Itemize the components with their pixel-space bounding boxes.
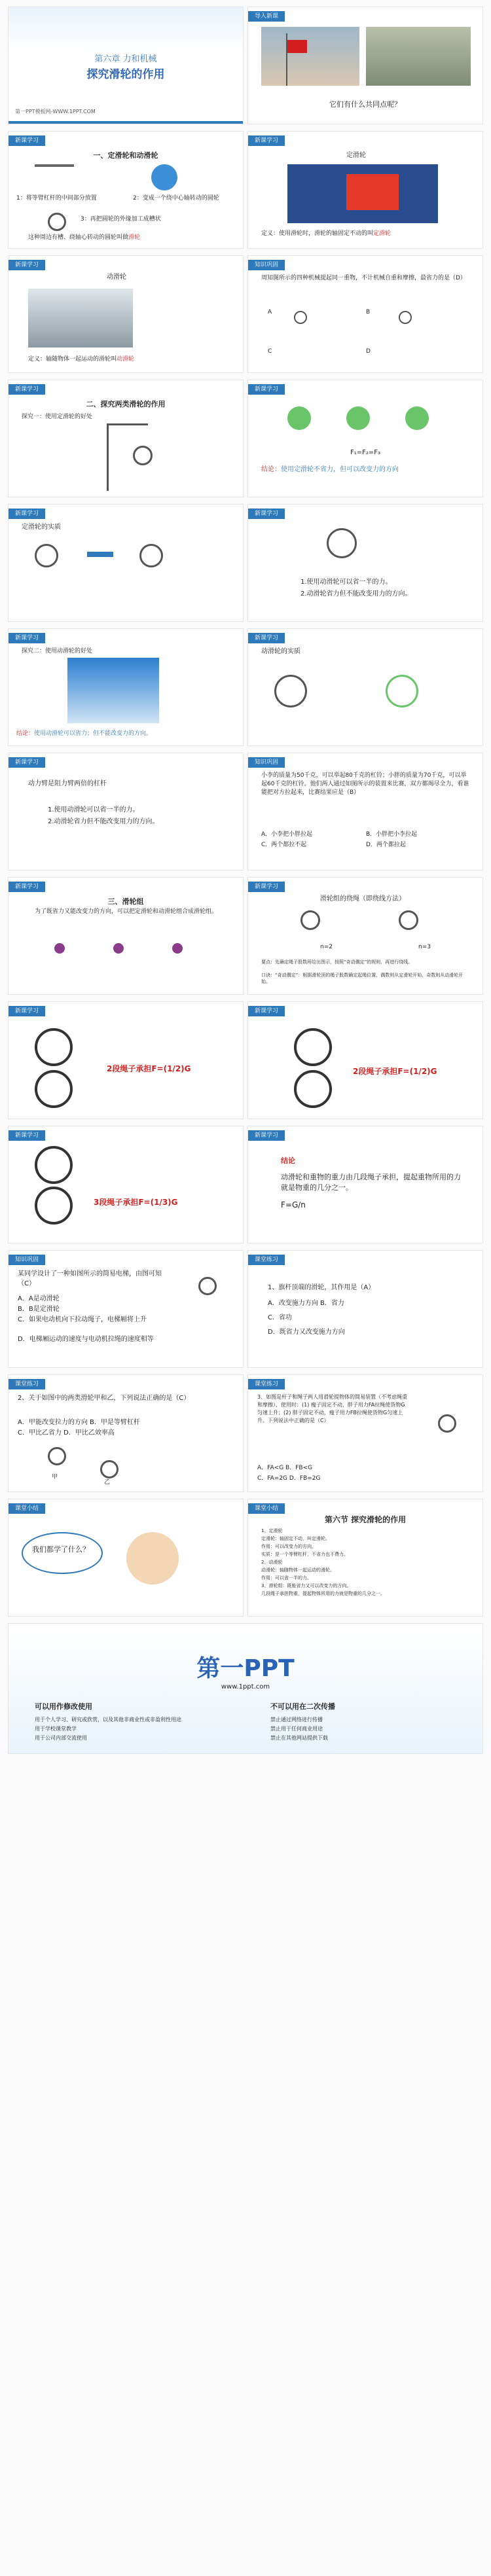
sum-6: 动滑轮：轴随物体一起运动的滑轮。 bbox=[261, 1567, 335, 1573]
note-1: 要点：先确定绳子股数所给出图示，按照“奇动偶定”的规则，再进行绕线。 bbox=[261, 959, 413, 965]
pulley-icon bbox=[35, 544, 58, 567]
opt-b: B．小胖把小李拉起 bbox=[366, 831, 418, 838]
slide-general-conclusion bbox=[247, 1126, 483, 1243]
slide-explore-2 bbox=[8, 628, 244, 746]
left-line-2: 用于学校课堂教学 bbox=[35, 1726, 77, 1732]
pulley-3-icon bbox=[172, 943, 183, 954]
right-line-1: 禁止通过网络进行传播 bbox=[270, 1717, 323, 1723]
step-1: 1：将等臂杠杆的中间部分放置 bbox=[16, 195, 97, 202]
arrow-icon bbox=[87, 552, 113, 557]
line-1: 1.使用动滑轮可以省一半的力。 bbox=[300, 579, 392, 586]
summary-title: 第六节 探究滑轮的作用 bbox=[324, 1515, 407, 1524]
slide-tag: 新课学习 bbox=[248, 509, 285, 519]
slide-summary bbox=[247, 1499, 483, 1617]
slide-movable-pulley bbox=[8, 255, 244, 373]
section-heading: 二、探究两类滑轮的作用 bbox=[86, 400, 166, 408]
slide-tag: 新课学习 bbox=[9, 1006, 45, 1016]
opt-a: A．小李把小胖拉起 bbox=[261, 831, 313, 838]
slide-tag: 课堂练习 bbox=[9, 1379, 45, 1389]
pulley-top-icon bbox=[35, 1028, 73, 1066]
slide-main-title: 探究滑轮的作用 bbox=[86, 68, 165, 81]
line-2: 2.动滑轮省力但不能改变用力的方向。 bbox=[300, 590, 412, 598]
slide-tag: 新课学习 bbox=[248, 384, 285, 395]
left-line-3: 用于公司内部交流使用 bbox=[35, 1735, 87, 1741]
sum-4: 实质：是一个等臂杠杆，不省力也不费力。 bbox=[261, 1552, 348, 1557]
slide-tag: 新课学习 bbox=[9, 509, 45, 519]
opt-a: A．A是动滑轮 bbox=[18, 1295, 60, 1302]
opt-ab: A．FA<G B．FB<G bbox=[257, 1465, 313, 1471]
slide-tag: 新课学习 bbox=[9, 384, 45, 395]
slide-tag: 新课学习 bbox=[9, 1130, 45, 1141]
slide-practice-1 bbox=[247, 1250, 483, 1368]
opt-d: D bbox=[366, 348, 371, 355]
step-3: 3：再把圆轮的外缘加工成槽状 bbox=[81, 216, 161, 223]
slide-movable-lines bbox=[247, 504, 483, 622]
slide-practice-3 bbox=[247, 1374, 483, 1492]
flag-icon bbox=[287, 40, 307, 53]
slide-tag: 课堂练习 bbox=[248, 1379, 285, 1389]
quiz-text: 某同学设计了一种如图所示的简易电梯，由图可知（C） bbox=[18, 1270, 162, 1287]
slide-quiz-2 bbox=[247, 753, 483, 870]
left-line-1: 用于个人学习、研究或欣赏，以及其他非商业性或非盈利性用途 bbox=[35, 1717, 181, 1723]
pulley-bottom-icon bbox=[35, 1070, 73, 1108]
slide-movable-essence bbox=[247, 628, 483, 746]
footer bbox=[8, 1623, 483, 1754]
quiz-text: 3、如图是杆子和绳子两人用滑轮提物体的简易装置（不考虑绳重和摩擦），使用时：(1) 瘦子固定不动，胖子用力FA拉绳使货物G匀速上升；(2) 胖子固定不动，瘦子用力FB拉绳使货物G匀速上升。下列说法中正确的是（C） bbox=[257, 1394, 408, 1423]
explore-sub: 探究二：使用动滑轮的好处 bbox=[22, 648, 93, 654]
pulley-bottom-icon bbox=[294, 1070, 332, 1108]
conclusion: 结论：使用动滑轮可以省力；但不能改变力的方向。 bbox=[16, 730, 153, 737]
slide-two-strands-a bbox=[8, 1001, 244, 1119]
pulley-right-icon bbox=[399, 910, 418, 930]
quiz-text: 1、旗杆顶端的滑轮，其作用是（A） bbox=[268, 1284, 375, 1291]
opt-d: D．两个都拉起 bbox=[366, 842, 406, 848]
slide-tag: 知识巩固 bbox=[9, 1255, 45, 1265]
slide-tag: 课堂练习 bbox=[248, 1255, 285, 1265]
slide-intro bbox=[247, 7, 483, 124]
opt-b: B bbox=[366, 309, 371, 315]
strand-label: 3段绳子承担F=(1/3)G bbox=[94, 1198, 178, 1207]
opt-c: C．如果电动机向下拉动绳子，电梯厢将上升 bbox=[18, 1316, 147, 1323]
footer-url: www.1ppt.com bbox=[221, 1683, 270, 1690]
line-2: 2.动滑轮省力但不能改变用力的方向。 bbox=[48, 818, 159, 825]
pulley-top-icon bbox=[35, 1146, 73, 1184]
section-heading: 一、定滑轮和动滑轮 bbox=[93, 151, 158, 160]
intro-question: 它们有什么共同点呢？ bbox=[329, 100, 401, 109]
essence-label: 动滑轮的实质 bbox=[261, 648, 300, 655]
pulley-left-icon bbox=[300, 910, 320, 930]
label-yi: 乙 bbox=[104, 1479, 111, 1486]
n-right: n=3 bbox=[418, 944, 431, 950]
slide-tag: 知识巩固 bbox=[248, 260, 285, 270]
slide-pulley-block bbox=[8, 877, 244, 995]
slide-bar bbox=[9, 121, 243, 124]
elevator-photo bbox=[28, 289, 133, 348]
footer-logo: 第一PPT bbox=[196, 1655, 295, 1682]
slide-fixed-essence bbox=[8, 504, 244, 622]
slide-tag: 新课学习 bbox=[9, 135, 45, 146]
title-bg bbox=[9, 7, 243, 53]
slide-tag: 新课学习 bbox=[9, 757, 45, 768]
wheel-1-icon bbox=[287, 406, 311, 430]
bubble-text: 我们都学了什么？ bbox=[32, 1545, 90, 1554]
slide-quiz-1 bbox=[247, 255, 483, 373]
line-1: 1.使用动滑轮可以省一半的力。 bbox=[48, 806, 139, 814]
slide-fixed-pulley bbox=[247, 131, 483, 249]
opt-b: B．B是定滑轮 bbox=[18, 1306, 60, 1313]
pulley-yi-icon bbox=[100, 1460, 118, 1478]
opt-c: C．两个都拉不起 bbox=[261, 842, 307, 848]
slide-title bbox=[8, 7, 244, 124]
slide-pulley-def bbox=[8, 131, 244, 249]
slide-tag: 新课学习 bbox=[248, 1130, 285, 1141]
pulley-bottom-icon bbox=[35, 1187, 73, 1225]
green-pulley-icon bbox=[386, 675, 418, 707]
quiz-text: 小李的质量为50千克，可以举起80千克的杠铃；小胖的质量为70千克，可以举起60千克的杠铃。他们两人通过如图所示的装置来比赛，双方都竭尽全力，看谁能把对方拉起来，比赛结果应是（B） bbox=[261, 772, 469, 796]
slide-tag: 新课学习 bbox=[248, 1006, 285, 1016]
fixed-def: 定义：使用滑轮时，滑轮的轴固定不动的叫定滑轮 bbox=[261, 230, 391, 237]
slide-explore-1 bbox=[8, 380, 244, 497]
step-2: 2：变成一个绕中心轴转动的圆轮 bbox=[133, 195, 219, 202]
flag-photo bbox=[287, 164, 438, 223]
section-heading: 三、滑轮组 bbox=[107, 897, 144, 906]
pulley-a-icon bbox=[294, 311, 307, 324]
slide-fixed-conclusion bbox=[247, 380, 483, 497]
opt-a: A bbox=[268, 309, 272, 315]
sum-1: 1、定滑轮 bbox=[261, 1528, 283, 1533]
chapter-label: 第六章 力和机械 bbox=[94, 54, 157, 64]
pole-icon bbox=[286, 33, 287, 86]
slide-tag: 新课学习 bbox=[9, 633, 45, 643]
opt-d: D．既省力又改变施力方向 bbox=[268, 1329, 345, 1336]
slide-practice-2 bbox=[8, 1374, 244, 1492]
slide-three-strands bbox=[8, 1126, 244, 1243]
opt-c: C．省功 bbox=[268, 1314, 292, 1321]
movable-def: 定义：轴随物体一起运动的滑轮叫动滑轮 bbox=[28, 356, 135, 363]
flagpole-photo bbox=[261, 27, 359, 86]
crane-photo bbox=[67, 658, 159, 723]
student-cartoon bbox=[126, 1532, 179, 1584]
explore-sub: 探究一：使用定滑轮的好处 bbox=[22, 414, 93, 420]
pulley-2-icon bbox=[113, 943, 124, 954]
lever-label: 动力臂是阻力臂两倍的杠杆 bbox=[28, 780, 107, 787]
conclusion-label: 结论 bbox=[281, 1156, 295, 1165]
opt-ab: A．甲能改变拉力的方向 B．甲是等臂杠杆 bbox=[18, 1419, 140, 1426]
pulley-b-icon bbox=[399, 311, 412, 324]
conclusion-formula: F=G/n bbox=[281, 1200, 306, 1209]
elevator-pulley-icon bbox=[198, 1277, 217, 1295]
slide-tag: 新课学习 bbox=[248, 633, 285, 643]
lever-pulley-icon bbox=[139, 544, 163, 567]
construction-photo bbox=[366, 27, 471, 86]
slide-two-strands-b bbox=[247, 1001, 483, 1119]
slide-tag: 导入新课 bbox=[248, 11, 285, 22]
pulley-1-icon bbox=[54, 943, 65, 954]
pulley-jia-icon bbox=[48, 1447, 66, 1465]
right-title: 不可以用在二次传播 bbox=[270, 1702, 335, 1711]
opt-c: C bbox=[268, 348, 272, 355]
slide-winding bbox=[247, 877, 483, 995]
slide-summary-cartoon bbox=[8, 1499, 244, 1617]
opt-d: D．电梯厢运动的速度与电动机拉绳的速度相等 bbox=[18, 1336, 154, 1343]
pulley-icon bbox=[274, 675, 307, 707]
force-formula: F₁=F₂=F₃ bbox=[350, 449, 381, 456]
winding-heading: 滑轮组的绕绳（即绕线方法） bbox=[320, 895, 405, 903]
label-jia: 甲 bbox=[52, 1474, 58, 1480]
slide-lever-note bbox=[8, 753, 244, 870]
quiz-text: 2、关于如图中的两类滑轮甲和乙，下列说法正确的是（C） bbox=[18, 1395, 191, 1402]
pulley-top-icon bbox=[294, 1028, 332, 1066]
essence-label: 定滑轮的实质 bbox=[22, 524, 61, 531]
sum-8: 3、滑轮组：既能省力又可以改变力的方向。 bbox=[261, 1583, 352, 1588]
conclusion-text: 动滑轮和重物的重力由几段绳子承担，提起重物所用的力就是物重的几分之一。 bbox=[281, 1173, 461, 1192]
summary: 这种周边有槽、绕轴心转动的圆轮叫做滑轮 bbox=[28, 234, 141, 241]
n-left: n=2 bbox=[320, 944, 333, 950]
sum-7: 作用：可以省一半的力。 bbox=[261, 1575, 312, 1581]
pulley-icon bbox=[133, 446, 153, 465]
lever-icon bbox=[35, 164, 74, 167]
right-line-3: 禁止在其他网站提供下载 bbox=[270, 1735, 328, 1741]
slide-quiz-3 bbox=[8, 1250, 244, 1368]
sum-3: 作用：可以改变力的方向。 bbox=[261, 1544, 316, 1549]
slide-tag: 新课学习 bbox=[9, 260, 45, 270]
slide-tag: 新课学习 bbox=[9, 882, 45, 892]
pulley-icon bbox=[438, 1414, 456, 1433]
movable-label: 动滑轮 bbox=[107, 274, 126, 281]
pulley-icon bbox=[48, 213, 66, 231]
quiz-text: 周知图所示的四种机械提起同一重物，不计机械自重和摩擦，最省力的是（D） bbox=[261, 275, 466, 281]
brand-text: 第一PPT模板网-WWW.1PPT.COM bbox=[15, 109, 96, 115]
slide-tag: 新课学习 bbox=[248, 882, 285, 892]
red-flag-icon bbox=[346, 174, 399, 210]
sum-9: 几段绳子承担物重，提起物体所用的力就是物重的几分之一。 bbox=[261, 1591, 385, 1596]
wheel-icon bbox=[151, 164, 177, 190]
sum-5: 2、动滑轮 bbox=[261, 1560, 283, 1565]
left-title: 可以用作修改使用 bbox=[35, 1702, 92, 1711]
slide-tag: 课堂小结 bbox=[9, 1503, 45, 1514]
wheel-2-icon bbox=[346, 406, 370, 430]
sum-2: 定滑轮：轴固定不动，叫定滑轮。 bbox=[261, 1536, 330, 1541]
strand-label: 2段绳子承担F=(1/2)G bbox=[353, 1067, 437, 1076]
movable-pulley-icon bbox=[327, 528, 357, 558]
fixed-label: 定滑轮 bbox=[346, 152, 366, 159]
opt-cd: C．甲比乙省力 D．甲比乙效率高 bbox=[18, 1429, 115, 1437]
strand-label: 2段绳子承担F=(1/2)G bbox=[107, 1064, 191, 1073]
slide-tag: 知识巩固 bbox=[248, 757, 285, 768]
wheel-3-icon bbox=[405, 406, 429, 430]
conclusion: 结论：使用定滑轮不省力，但可以改变力的方向 bbox=[261, 466, 399, 473]
opt-cd: C．FA=2G D．FB=2G bbox=[257, 1475, 321, 1482]
slide-tag: 课堂小结 bbox=[248, 1503, 285, 1514]
slide-tag: 新课学习 bbox=[248, 135, 285, 146]
right-line-2: 禁止用于任何商业用途 bbox=[270, 1726, 323, 1732]
note-2: 口诀：“奇动偶定”：根据滑轮顶的绳子股数确定起绳位置，偶数则从定滑轮开始，奇数则从动滑轮开始。 bbox=[261, 973, 464, 984]
opt-ab: A．改变施力方向 B．省力 bbox=[268, 1300, 344, 1307]
block-text: 为了既省力又能改变力的方向，可以把定滑轮和动滑轮组合成滑轮组。 bbox=[35, 908, 218, 915]
